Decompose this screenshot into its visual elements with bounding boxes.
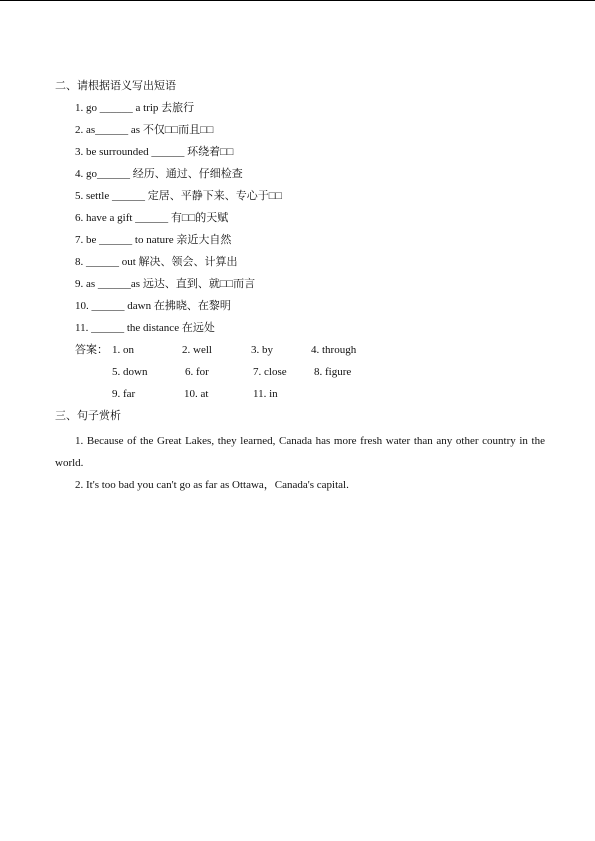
phrase-item-2: 2. as______ as 不仅□□而且□□	[75, 124, 214, 136]
sentence-2: 2. It's too bad you can't go as far as Ottawa，Canada's capital.	[75, 479, 349, 491]
answer-5: 5. down	[112, 366, 148, 378]
phrase-item-7: 7. be ______ to nature 亲近大自然	[75, 234, 232, 246]
phrase-item-11: 11. ______ the distance 在远处	[75, 322, 215, 334]
phrase-item-8: 8. ______ out 解决、领会、计算出	[75, 256, 238, 268]
section-2-title: 二、请根据语义写出短语	[55, 80, 176, 92]
answer-4: 4. through	[311, 344, 357, 356]
answer-8: 8. figure	[314, 366, 352, 378]
answer-3: 3. by	[251, 344, 273, 356]
phrase-item-5: 5. settle ______ 定居、平静下来、专心于□□	[75, 190, 283, 202]
answer-9: 9. far	[112, 388, 136, 400]
answer-11: 11. in	[253, 388, 278, 400]
phrase-item-4: 4. go______ 经历、通过、仔细检查	[75, 168, 243, 180]
answer-2: 2. well	[182, 344, 212, 356]
answer-label: 答案：	[75, 344, 108, 356]
answer-1: 1. on	[112, 344, 134, 356]
phrase-item-10: 10. ______ dawn 在拂晓、在黎明	[75, 300, 231, 312]
answer-10: 10. at	[184, 388, 209, 400]
answer-7: 7. close	[253, 366, 287, 378]
answer-6: 6. for	[185, 366, 209, 378]
worksheet-body	[55, 78, 545, 496]
section-3-title: 三、句子赏析	[55, 410, 121, 422]
phrase-item-1: 1. go ______ a trip 去旅行	[75, 102, 195, 114]
answer-row-2	[55, 364, 545, 386]
answer-row-3	[55, 386, 545, 408]
phrase-item-9: 9. as ______as 远达、直到、就□□而言	[75, 278, 256, 290]
phrase-item-6: 6. have a gift ______ 有□□的天赋	[75, 212, 229, 224]
sentence-1: 1. Because of the Great Lakes, they learned, Canada has more fresh water than any other country in the world.	[55, 435, 545, 469]
phrase-item-3: 3. be surrounded ______ 环绕着□□	[75, 146, 234, 158]
answer-row-1	[55, 342, 545, 364]
page-top-rule	[0, 0, 595, 1]
